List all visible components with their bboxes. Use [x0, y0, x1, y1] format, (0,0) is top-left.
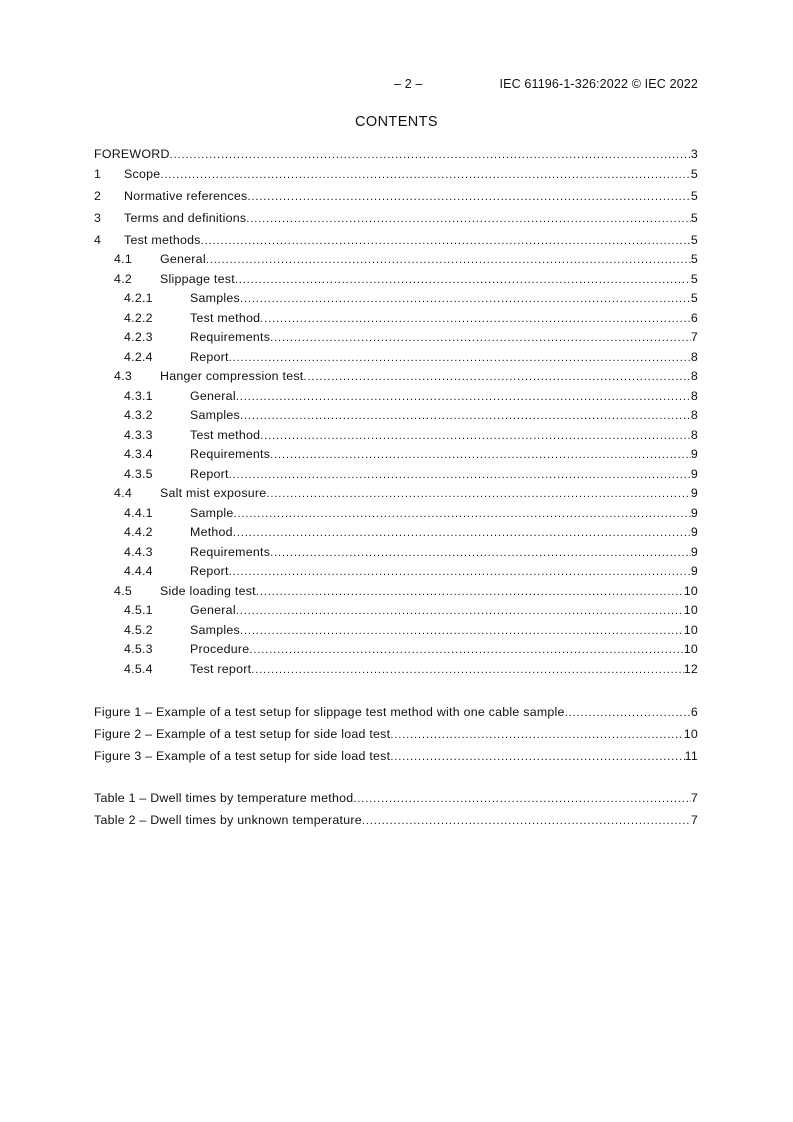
toc-entry-number: 4.2.4 [124, 349, 153, 364]
toc-entry[interactable] [94, 309, 698, 329]
dot-leader [170, 146, 691, 166]
toc-entry-page: 10 [683, 603, 698, 617]
toc-entry-number: 4.5.1 [124, 603, 153, 617]
toc-entry-label: Sample [190, 505, 234, 520]
toc-entry-label: Figure 2 – Example of a test setup for side load test [94, 727, 391, 741]
toc-entry-label: Table 2 – Dwell times by unknown temperature [94, 813, 362, 827]
toc-entry[interactable] [94, 145, 698, 165]
toc-entry-number: 4.5.3 [124, 642, 153, 656]
toc-entry-label: Requirements [190, 447, 271, 461]
dot-leader [206, 251, 691, 271]
list-of-tables [94, 787, 698, 831]
dot-leader [229, 563, 691, 583]
toc-entry-number: 2 [94, 188, 102, 203]
dot-leader [390, 724, 683, 746]
dot-leader [266, 485, 690, 505]
document-id: IEC 61196-1-326:2022 © IEC 2022 [499, 77, 698, 91]
toc-entry-page: 10 [683, 727, 698, 741]
toc-entry[interactable] [94, 601, 698, 621]
toc-entry-page: 8 [690, 388, 698, 403]
toc-entry-page: 5 [690, 188, 698, 203]
dot-leader [160, 166, 690, 186]
toc-entry-page: 12 [683, 661, 698, 676]
toc-entry[interactable] [94, 621, 698, 641]
toc-entry-page: 8 [690, 408, 698, 422]
toc-entry-page: 9 [690, 505, 698, 520]
toc-entry-number: 4.4 [114, 486, 132, 500]
toc-entry-label: Figure 1 – Example of a test setup for slippage test method with one cable sample [94, 705, 565, 719]
toc-entry-label: Slippage test [160, 271, 235, 286]
dot-leader [234, 505, 691, 525]
toc-entry[interactable] [94, 543, 698, 563]
toc-entry[interactable] [94, 165, 698, 185]
toc-entry-page: 10 [683, 583, 698, 598]
toc-entry[interactable] [94, 328, 698, 348]
toc-entry-label: Procedure [190, 642, 250, 656]
page-title: CONTENTS [355, 114, 438, 130]
figure-entry[interactable] [94, 723, 698, 745]
toc-entry[interactable] [94, 426, 698, 446]
toc-entry-page: 5 [690, 232, 698, 247]
toc-entry[interactable] [94, 660, 698, 680]
toc-entry-label: Requirements [190, 544, 271, 559]
toc-entry[interactable] [94, 445, 698, 465]
toc-entry[interactable] [94, 209, 698, 229]
toc-entry-page: 11 [684, 749, 698, 763]
toc-entry-page: 9 [690, 486, 698, 500]
table-of-contents [94, 145, 698, 679]
dot-leader [260, 427, 691, 447]
toc-entry-page: 7 [690, 330, 698, 344]
dot-leader [249, 641, 683, 661]
toc-entry-page: 9 [690, 447, 698, 461]
toc-entry-label: Test method [190, 427, 261, 442]
toc-entry-page: 9 [690, 466, 698, 481]
toc-entry-number: 4.3.4 [124, 447, 153, 461]
toc-entry-number: 4.3.3 [124, 427, 153, 442]
table-entry[interactable] [94, 809, 698, 831]
toc-entry[interactable] [94, 250, 698, 270]
dot-leader [233, 524, 691, 544]
toc-entry-number: 4.2.3 [124, 330, 153, 344]
toc-entry-label: Hanger compression test [160, 369, 304, 383]
toc-entry-number: 4.4.4 [124, 564, 153, 578]
dot-leader [260, 310, 691, 330]
dot-leader [235, 271, 691, 291]
toc-entry-number: 4.2 [114, 271, 132, 286]
dot-leader [201, 232, 691, 252]
page-header [94, 77, 698, 93]
toc-entry-label: Salt mist exposure [160, 486, 267, 500]
figure-entry[interactable] [94, 701, 698, 723]
toc-entry[interactable] [94, 504, 698, 524]
dot-leader [270, 329, 691, 349]
toc-entry-page: 8 [690, 369, 698, 383]
toc-entry-page: 3 [690, 147, 698, 161]
toc-entry-page: 9 [690, 544, 698, 559]
toc-entry[interactable] [94, 289, 698, 309]
toc-entry-number: 3 [94, 210, 102, 225]
toc-entry-label: Report [190, 466, 229, 481]
toc-entry[interactable] [94, 465, 698, 485]
toc-entry-number: 4.3 [114, 369, 132, 383]
toc-entry-number: 4.2.1 [124, 291, 153, 305]
toc-entry-label: Side loading test [160, 583, 256, 598]
toc-entry-label: Samples [190, 622, 240, 637]
toc-entry-number: 4.1 [114, 252, 132, 266]
table-entry[interactable] [94, 787, 698, 809]
dot-leader [236, 602, 684, 622]
toc-entry-label: Test method [190, 310, 261, 325]
toc-entry-label: Test report [190, 661, 252, 676]
toc-entry[interactable] [94, 562, 698, 582]
toc-entry[interactable] [94, 270, 698, 290]
toc-entry-label: Report [190, 564, 229, 578]
toc-entry-label: Samples [190, 291, 240, 305]
toc-entry[interactable] [94, 387, 698, 407]
figure-entry[interactable] [94, 745, 698, 767]
toc-entry-page: 7 [690, 813, 698, 827]
toc-entry[interactable] [94, 484, 698, 504]
toc-entry-number: 4.4.1 [124, 505, 153, 520]
toc-entry-label: Figure 3 – Example of a test setup for side load test [94, 749, 391, 763]
list-of-figures [94, 701, 698, 767]
toc-entry-page: 6 [690, 705, 698, 719]
toc-entry-label: Terms and definitions [124, 210, 247, 225]
toc-entry[interactable] [94, 187, 698, 207]
dot-leader [246, 210, 691, 230]
toc-entry-label: FOREWORD [94, 147, 170, 161]
dot-leader [256, 583, 684, 603]
toc-entry-page: 5 [690, 252, 698, 266]
toc-entry-page: 5 [690, 291, 698, 305]
dot-leader [565, 702, 691, 724]
toc-entry-page: 6 [690, 310, 698, 325]
toc-entry-number: 4.5 [114, 583, 132, 598]
toc-entry-number: 4.3.1 [124, 388, 153, 403]
dot-leader [362, 810, 691, 832]
toc-entry-label: Requirements [190, 330, 271, 344]
toc-entry[interactable] [94, 348, 698, 368]
dot-leader [270, 544, 691, 564]
toc-entry-label: Test methods [124, 232, 201, 247]
dot-leader [390, 746, 684, 768]
toc-entry-number: 4.5.4 [124, 661, 153, 676]
toc-entry-number: 4.3.2 [124, 408, 153, 422]
toc-entry-label: Table 1 – Dwell times by temperature method [94, 791, 354, 805]
page-number: – 2 – [394, 77, 423, 91]
dot-leader [247, 188, 690, 208]
dot-leader [240, 407, 691, 427]
toc-entry-label: Method [190, 525, 233, 539]
toc-entry-page: 5 [690, 210, 698, 225]
dot-leader [229, 349, 691, 369]
dot-leader [229, 466, 691, 486]
toc-entry-label: Normative references [124, 188, 248, 203]
dot-leader [353, 788, 690, 810]
toc-entry-page: 8 [690, 427, 698, 442]
toc-entry-page: 10 [683, 622, 698, 637]
toc-entry-label: General [160, 252, 206, 266]
toc-entry-page: 7 [690, 791, 698, 805]
dot-leader [236, 388, 691, 408]
dot-leader [251, 661, 683, 681]
toc-entry-label: General [190, 388, 236, 403]
toc-entry-number: 4.4.2 [124, 525, 153, 539]
toc-entry[interactable] [94, 523, 698, 543]
toc-entry-number: 4.3.5 [124, 466, 153, 481]
toc-entry-page: 5 [690, 271, 698, 286]
toc-entry[interactable] [94, 582, 698, 602]
dot-leader [240, 622, 684, 642]
toc-entry-number: 4.4.3 [124, 544, 153, 559]
toc-entry[interactable] [94, 406, 698, 426]
toc-entry-label: Scope [124, 166, 161, 181]
toc-entry-page: 8 [690, 349, 698, 364]
toc-entry-number: 4 [94, 232, 102, 247]
dot-leader [304, 368, 691, 388]
toc-entry-page: 5 [690, 166, 698, 181]
toc-entry[interactable] [94, 231, 698, 251]
toc-entry[interactable] [94, 640, 698, 660]
toc-entry-label: Samples [190, 408, 240, 422]
toc-entry-label: Report [190, 349, 229, 364]
dot-leader [240, 290, 691, 310]
toc-entry-number: 1 [94, 166, 102, 181]
toc-entry-page: 9 [690, 525, 698, 539]
toc-entry-number: 4.2.2 [124, 310, 153, 325]
toc-entry[interactable] [94, 367, 698, 387]
toc-entry-label: General [190, 603, 236, 617]
toc-entry-page: 9 [690, 564, 698, 578]
toc-entry-number: 4.5.2 [124, 622, 153, 637]
dot-leader [270, 446, 691, 466]
toc-entry-page: 10 [683, 642, 698, 656]
